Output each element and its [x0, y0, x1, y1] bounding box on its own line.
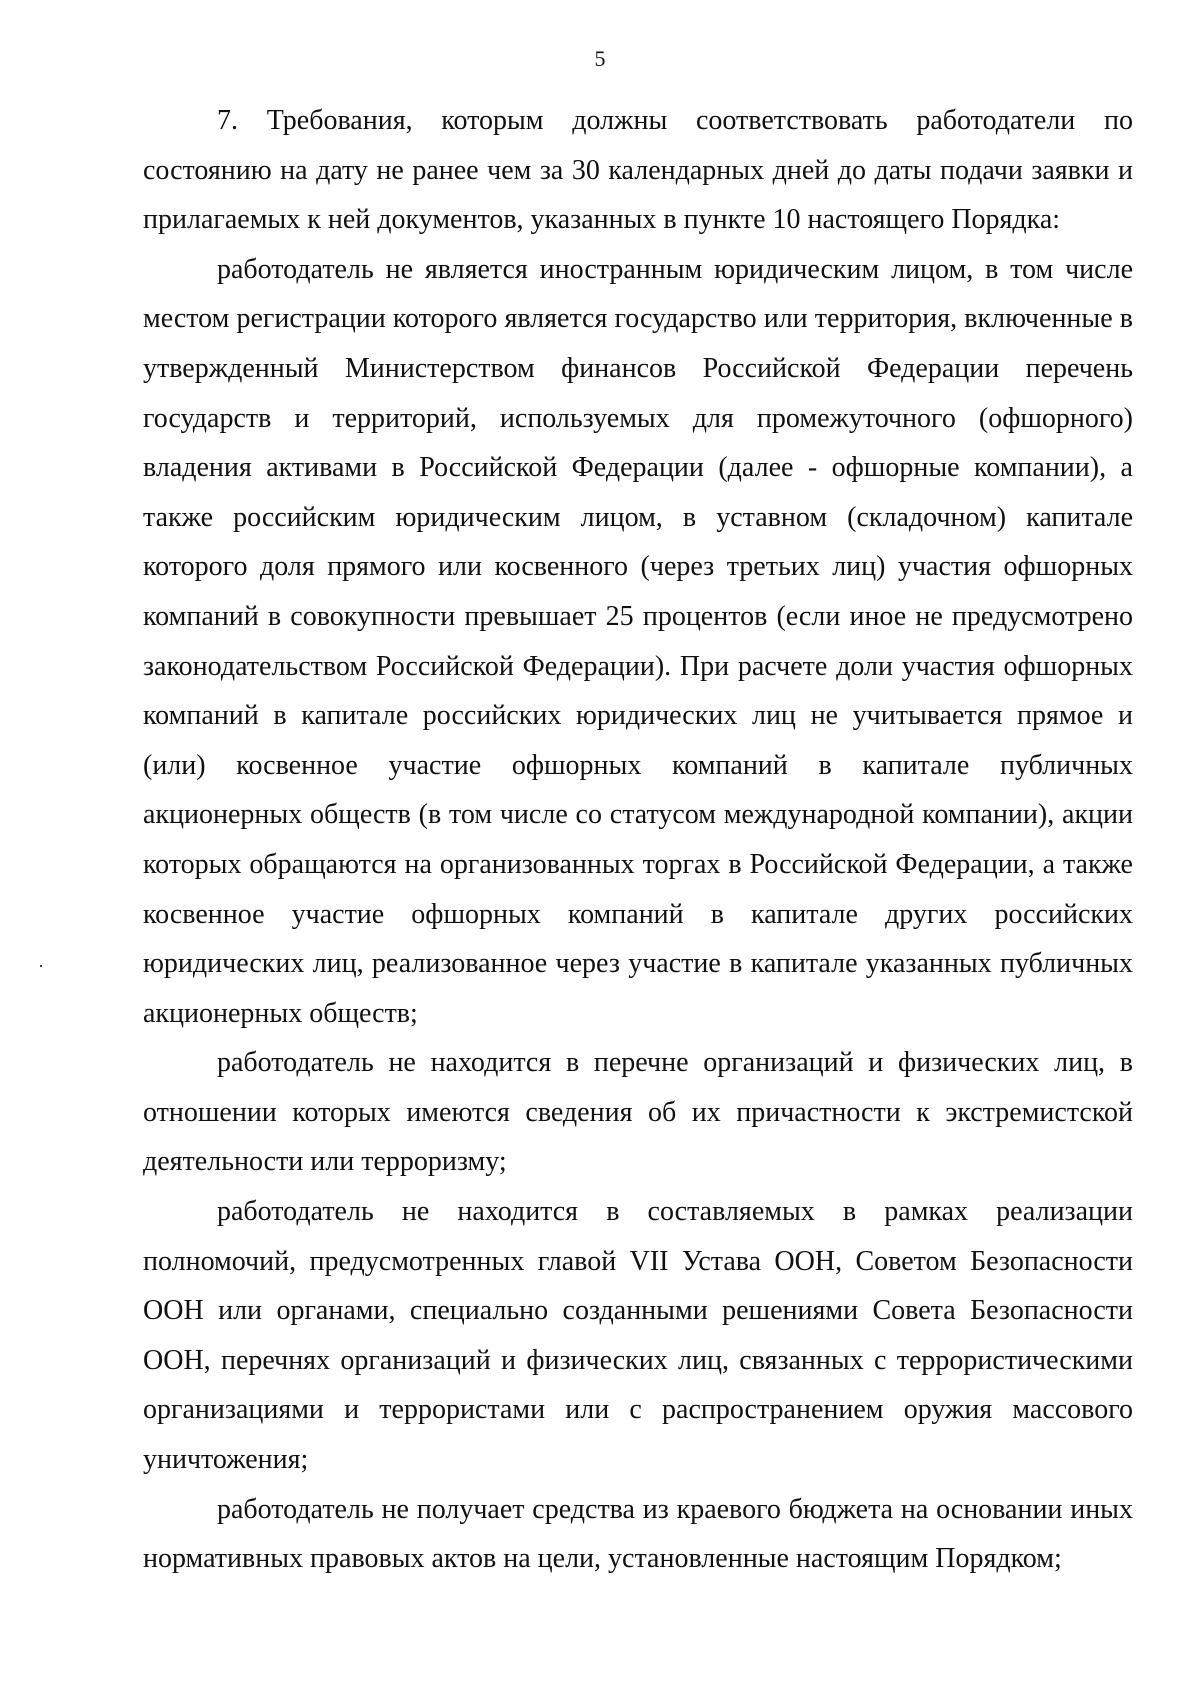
page-number: 5: [594, 46, 606, 71]
paragraph-un-security-council-list: работодатель не находится в составляемых в рамках реализации полномочий, предусмотренных главой VII Устава ООН, Советом Безопасности ООН или органами, специально созданными решениями Совета Безопасности ООН, перечнях организаций и физических лиц, связанных с террористическими организациями и террористами или с распространением оружия массового уничтожения;: [143, 1196, 1133, 1476]
paragraph-requirements-intro: 7. Требования, которым должны соответствовать работодатели по состоянию на дату не ранее чем за 30 календарных дней до даты подачи заявки и прилагаемых к ней документов, указанных в пункте 10 настоящего Порядка:: [143, 105, 1133, 236]
scan-speck: [40, 965, 42, 967]
document-body: [143, 96, 1133, 1584]
paragraph-extremism-list: работодатель не находится в перечне организаций и физических лиц, в отношении которых имеются сведения об их причастности к экстремистской деятельности или терроризму;: [143, 1047, 1133, 1178]
paragraph-offshore-condition: работодатель не является иностранным юридическим лицом, в том числе местом регистрации которого является государство или территория, включенные в утвержденный Министерством финансов Российской Федерации перечень государств и территорий, используемых для промежуточного (офшорного) владения активами в Российской Федерации (далее - офшорные компании), а также российским юридическим лицом, в уставном (складочном) капитале которого доля прямого или косвенного (через третьих лиц) участия офшорных компаний в совокупности превышает 25 процентов (если иное не предусмотрено законодательством Российской Федерации). При расчете доли участия офшорных компаний в капитале российских юридических лиц не учитывается прямое и (или) косвенное участие офшорных компаний в капитале публичных акционерных обществ (в том числе со статусом международной компании), акции которых обращаются на организованных торгах в Российской Федерации, а также косвенное участие офшорных компаний в капитале других российских юридических лиц, реализованное через участие в капитале указанных публичных акционерных обществ;: [143, 253, 1133, 1029]
paragraph-regional-budget-funds: работодатель не получает средства из краевого бюджета на основании иных нормативных правовых актов на цели, установленные настоящим Порядком;: [143, 1493, 1133, 1575]
